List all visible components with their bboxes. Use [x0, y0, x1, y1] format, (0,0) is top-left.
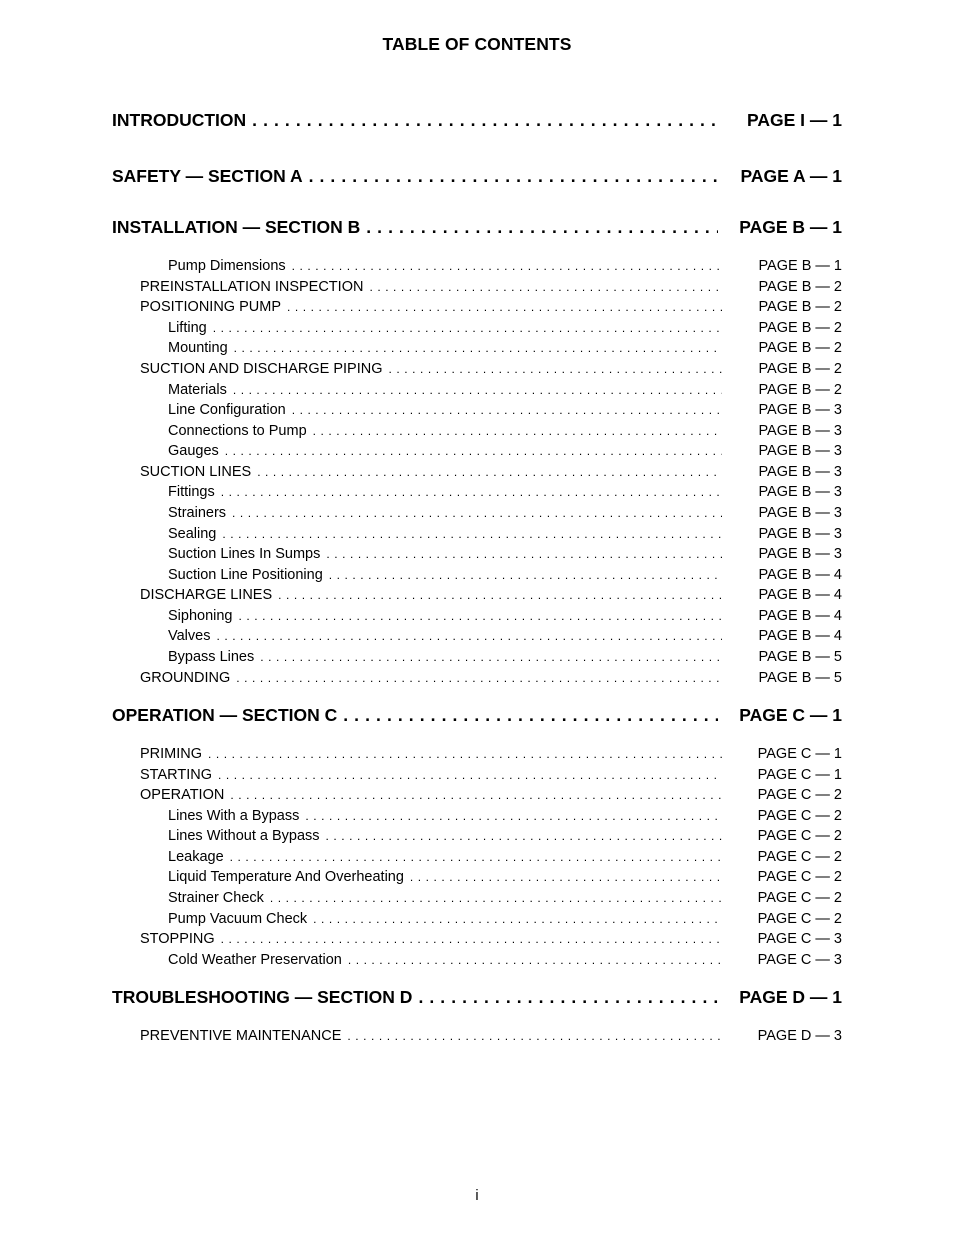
toc-entry-title: Sealing [168, 526, 217, 542]
toc-entry-page: PAGE B — 2 [758, 382, 842, 398]
dot-leader [343, 705, 718, 726]
toc-entry-title: Lines Without a Bypass [168, 828, 320, 844]
toc-entry [112, 890, 842, 906]
page-number: i [475, 1188, 479, 1204]
toc-entry-title: OPERATION [140, 787, 225, 803]
toc-entry-page: PAGE B — 4 [758, 587, 842, 603]
toc-entry-page: PAGE B — 3 [758, 423, 842, 439]
toc-entry-title: SAFETY — SECTION A [112, 166, 303, 186]
toc-entry-page: PAGE D — 3 [757, 1028, 842, 1044]
dot-leader [348, 953, 722, 967]
toc-entry-page: PAGE B — 2 [758, 299, 842, 315]
toc-entry [112, 649, 842, 665]
toc-entry [112, 808, 842, 824]
toc-entry-title: OPERATION — SECTION C [112, 705, 338, 725]
dot-leader [233, 383, 722, 397]
toc-entry-page: PAGE B — 5 [758, 649, 842, 665]
toc-entry-page: PAGE C — 3 [757, 931, 842, 947]
dot-leader [257, 465, 722, 479]
dot-leader [366, 217, 718, 238]
dot-leader [270, 891, 722, 905]
toc-entry [112, 587, 842, 603]
toc-entry [112, 258, 842, 274]
toc-entry-title: Suction Line Positioning [168, 567, 323, 583]
dot-leader [305, 809, 722, 823]
toc-entry-title: PREVENTIVE MAINTENANCE [140, 1028, 342, 1044]
toc-entry [112, 1028, 842, 1044]
toc-entry [112, 340, 842, 356]
toc-entry [112, 670, 842, 686]
dot-leader [225, 444, 722, 458]
toc-entry [112, 567, 842, 583]
toc-entry-page: PAGE C — 2 [757, 869, 842, 885]
toc-entry-title: Cold Weather Preservation [168, 952, 342, 968]
dot-leader [309, 166, 718, 187]
toc-entry-page: PAGE B — 4 [758, 608, 842, 624]
toc-section-entry [112, 705, 842, 726]
toc-entry [112, 464, 842, 480]
toc-entry-page: PAGE B — 2 [758, 320, 842, 336]
toc-entry-title: Line Configuration [168, 402, 286, 418]
page-title: TABLE OF CONTENTS [382, 34, 572, 54]
toc-entry-page: PAGE B — 2 [758, 340, 842, 356]
toc-entry-title: POSITIONING PUMP [140, 299, 281, 315]
toc-entry [112, 869, 842, 885]
toc-entry-page: PAGE C — 2 [757, 911, 842, 927]
toc-entry-page: PAGE B — 2 [758, 361, 842, 377]
toc-entry-page: PAGE C — 2 [757, 787, 842, 803]
toc-entry-page: PAGE B — 2 [758, 279, 842, 295]
dot-leader [287, 300, 722, 314]
toc-entry-page: PAGE B — 3 [758, 484, 842, 500]
toc-entry-title: SUCTION AND DISCHARGE PIPING [140, 361, 383, 377]
dot-leader [230, 850, 722, 864]
dot-leader [313, 424, 722, 438]
toc-entry-title: Suction Lines In Sumps [168, 546, 321, 562]
toc-entry-title: Pump Vacuum Check [168, 911, 308, 927]
toc-entry-page: PAGE C — 1 [739, 705, 842, 725]
toc-entry-page: PAGE C — 2 [757, 828, 842, 844]
toc-entry-title: Strainers [168, 505, 227, 521]
toc-entry-title: PRIMING [140, 746, 203, 762]
dot-leader [292, 259, 722, 273]
toc-entry-title: Lifting [168, 320, 207, 336]
toc-entry [112, 628, 842, 644]
toc-entry-title: Strainer Check [168, 890, 264, 906]
toc-entry-page: PAGE B — 5 [758, 670, 842, 686]
toc-entry [112, 849, 842, 865]
dot-leader [222, 527, 722, 541]
toc-entry-page: PAGE C — 3 [757, 952, 842, 968]
dot-leader [369, 280, 722, 294]
dot-leader [347, 1029, 722, 1043]
toc-entry-title: Lines With a Bypass [168, 808, 300, 824]
toc-section-entry [112, 987, 842, 1008]
toc-entry [112, 526, 842, 542]
toc-entry-page: PAGE I — 1 [747, 110, 842, 130]
dot-leader [389, 362, 722, 376]
toc-entry-page: PAGE C — 2 [757, 890, 842, 906]
toc-entry-title: Mounting [168, 340, 228, 356]
toc-entry-page: PAGE C — 1 [757, 767, 842, 783]
toc-entry-page: PAGE B — 3 [758, 546, 842, 562]
toc-entry-title: Valves [168, 628, 211, 644]
toc-entry-title: Leakage [168, 849, 224, 865]
toc-section-entry [112, 166, 842, 187]
toc-entry-page: PAGE C — 2 [757, 808, 842, 824]
dot-leader [326, 829, 722, 843]
toc-entry-title: Fittings [168, 484, 215, 500]
dot-leader [326, 547, 722, 561]
toc-entry [112, 767, 842, 783]
toc-entry [112, 423, 842, 439]
toc-entry [112, 931, 842, 947]
toc-entry [112, 320, 842, 336]
toc-entry-page: PAGE A — 1 [740, 166, 842, 186]
toc-entry-page: PAGE B — 3 [758, 443, 842, 459]
toc-entry-page: PAGE B — 4 [758, 628, 842, 644]
toc-entry-page: PAGE B — 4 [758, 567, 842, 583]
dot-leader [208, 747, 722, 761]
dot-leader [239, 609, 723, 623]
toc-entry-title: GROUNDING [140, 670, 231, 686]
toc-section-entry [112, 217, 842, 238]
toc-entry [112, 299, 842, 315]
toc-entry-title: TROUBLESHOOTING — SECTION D [112, 987, 413, 1007]
dot-leader [292, 403, 722, 417]
toc-entry [112, 505, 842, 521]
dot-leader [213, 321, 722, 335]
toc-entry-page: PAGE B — 3 [758, 402, 842, 418]
toc-entry-title: INTRODUCTION [112, 110, 247, 130]
toc-entry-page: PAGE B — 1 [758, 258, 842, 274]
toc-entry-page: PAGE B — 3 [758, 464, 842, 480]
toc-entry-title: STOPPING [140, 931, 215, 947]
dot-leader [260, 650, 722, 664]
toc-entry [112, 279, 842, 295]
toc-entry [112, 952, 842, 968]
toc-entry [112, 546, 842, 562]
toc-entry-page: PAGE B — 3 [758, 505, 842, 521]
toc-entry-page: PAGE D — 1 [739, 987, 842, 1007]
dot-leader [252, 110, 718, 131]
toc-entry [112, 787, 842, 803]
toc-entry [112, 608, 842, 624]
toc-entry-title: Gauges [168, 443, 219, 459]
toc-entry [112, 746, 842, 762]
dot-leader [418, 987, 718, 1008]
dot-leader [232, 506, 722, 520]
toc-entry [112, 443, 842, 459]
toc-entry [112, 402, 842, 418]
toc-entry-title: PREINSTALLATION INSPECTION [140, 279, 364, 295]
toc-entry-title: STARTING [140, 767, 212, 783]
toc-entry-title: Materials [168, 382, 227, 398]
dot-leader [234, 341, 722, 355]
toc-entry-title: Bypass Lines [168, 649, 255, 665]
toc-section-entry [112, 110, 842, 131]
dot-leader [221, 485, 722, 499]
toc-entry [112, 911, 842, 927]
toc-entry-title: Liquid Temperature And Overheating [168, 869, 404, 885]
toc-entry-page: PAGE C — 2 [757, 849, 842, 865]
toc-entry-title: SUCTION LINES [140, 464, 252, 480]
dot-leader [410, 870, 722, 884]
toc-entry-page: PAGE B — 3 [758, 526, 842, 542]
toc-entry [112, 382, 842, 398]
dot-leader [218, 768, 722, 782]
dot-leader [329, 568, 722, 582]
toc-entry-title: DISCHARGE LINES [140, 587, 273, 603]
toc-entry-title: INSTALLATION — SECTION B [112, 217, 361, 237]
toc-entry-title: Pump Dimensions [168, 258, 286, 274]
dot-leader [313, 912, 722, 926]
toc-entry [112, 484, 842, 500]
dot-leader [236, 671, 722, 685]
toc-entry [112, 828, 842, 844]
dot-leader [216, 629, 722, 643]
dot-leader [221, 932, 722, 946]
dot-leader [278, 588, 722, 602]
toc-entry-title: Connections to Pump [168, 423, 307, 439]
toc-entry [112, 361, 842, 377]
dot-leader [230, 788, 722, 802]
toc-entry-title: Siphoning [168, 608, 233, 624]
toc-entry-page: PAGE B — 1 [739, 217, 842, 237]
toc-entry-page: PAGE C — 1 [757, 746, 842, 762]
